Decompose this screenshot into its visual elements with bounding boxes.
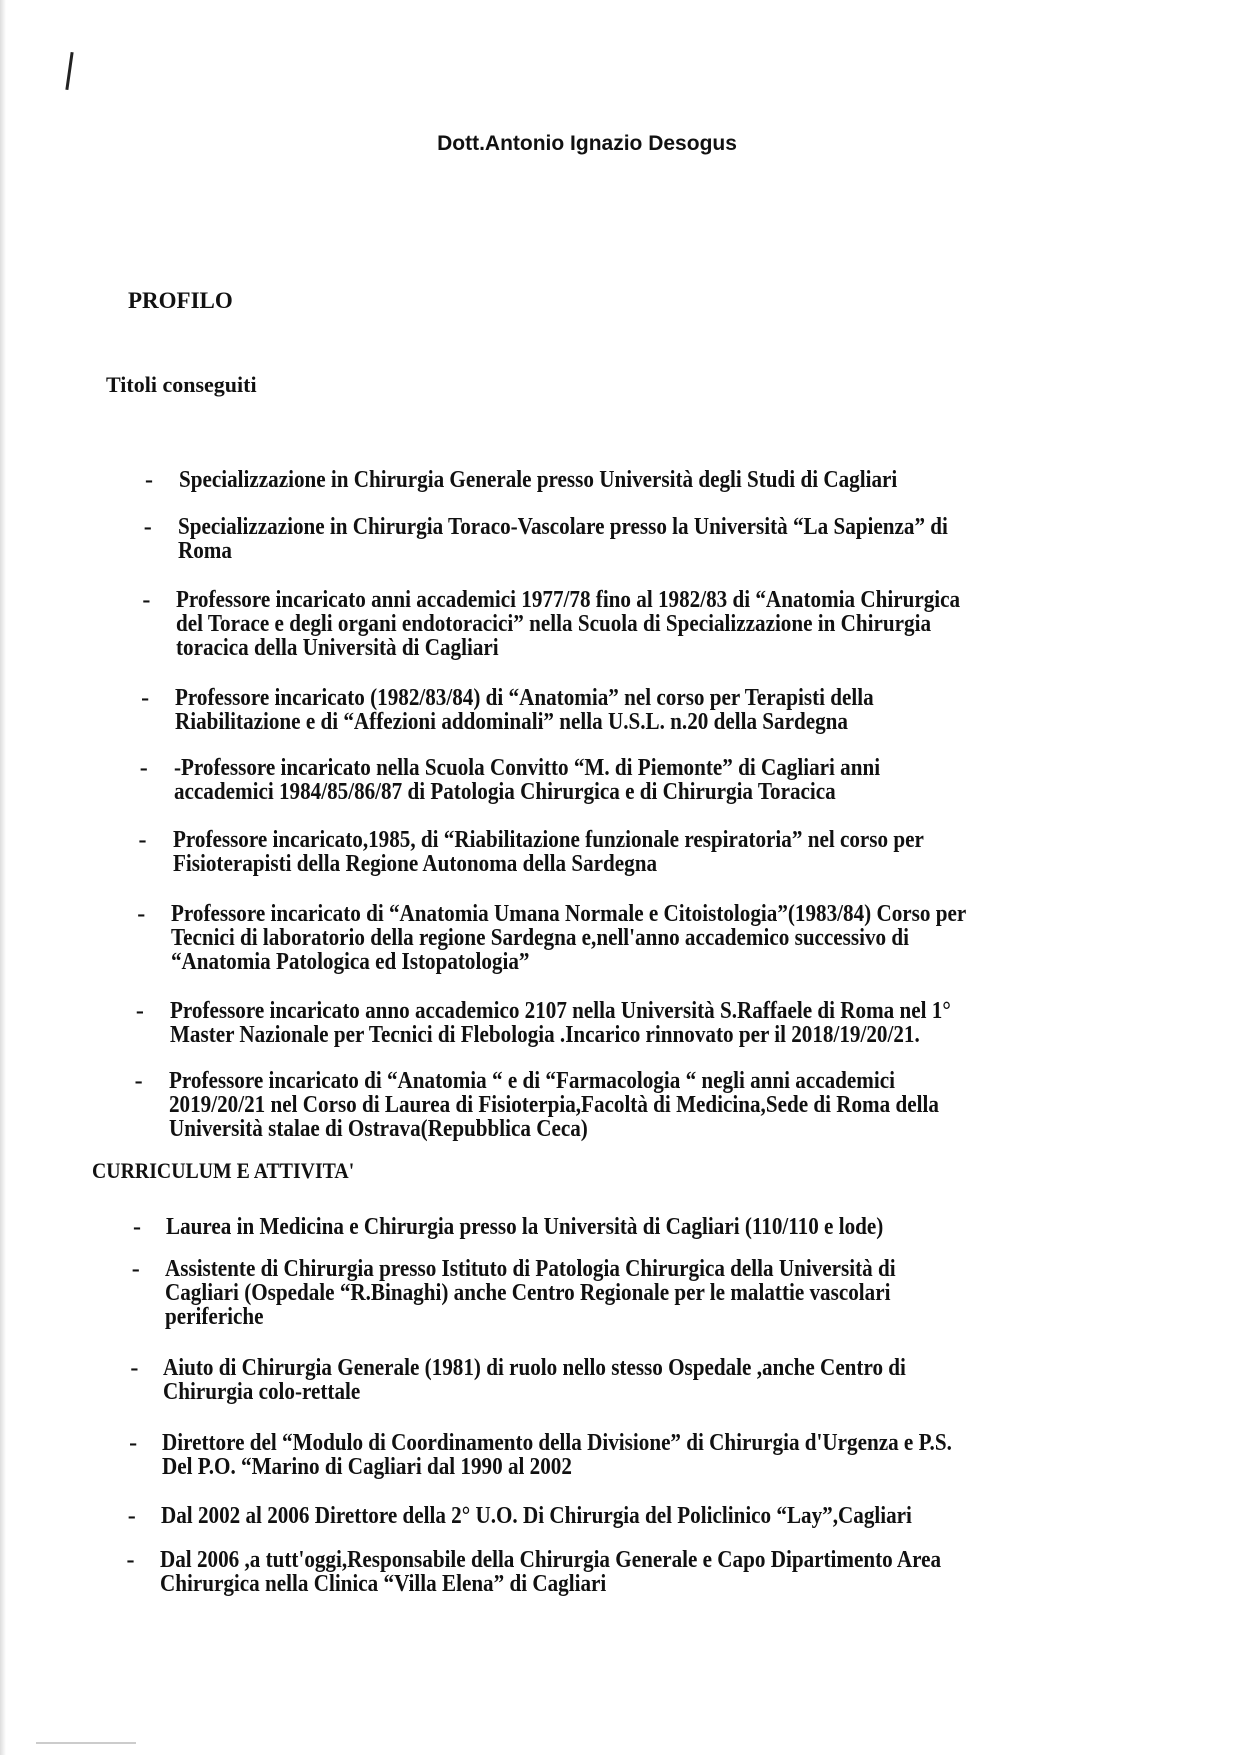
bullet-dash: - — [145, 467, 153, 493]
bullet-dash: - — [134, 1068, 143, 1094]
item-line: Chirurgica nella Clinica “Villa Elena” di Cagliari — [159, 1571, 606, 1597]
scan-artifact — [36, 1742, 136, 1744]
bullet-dash: - — [139, 755, 148, 781]
item-line: Direttore del “Modulo di Coordinamento della Divisione” di Chirurgia d'Urgenza e P.S. — [162, 1430, 952, 1456]
item-line: toracica della Università di Cagliari — [176, 635, 500, 661]
bullet-dash: - — [129, 1430, 138, 1456]
item-line: Professore incaricato anni accademici 1977/78 fino al 1982/83 di “Anatomia Chirurgica — [176, 587, 961, 613]
item-line: Tecnici di laboratorio della regione Sardegna e,nell'anno accademico successivo di — [171, 925, 910, 951]
bullet-dash: - — [126, 1547, 135, 1573]
item-line: Del P.O. “Marino di Cagliari dal 1990 al 2002 — [162, 1454, 572, 1480]
item-line: Cagliari (Ospedale “R.Binaghi) anche Centro Regionale per le malattie vascolari — [164, 1280, 891, 1306]
item-line: Dal 2002 al 2006 Direttore della 2° U.O. Di Chirurgia del Policlinico “Lay”,Cagliari — [160, 1503, 912, 1529]
item-line: periferiche — [164, 1304, 264, 1330]
bullet-dash: - — [130, 1355, 139, 1381]
item-line: Professore incaricato anno accademico 2107 nella Università S.Raffaele di Roma nel 1° — [169, 998, 951, 1024]
section-heading-curriculum: CURRICULUM E ATTIVITA' — [92, 1158, 355, 1183]
item-line: “Anatomia Patologica ed Istopatologia” — [171, 949, 530, 975]
item-line: Fisioterapisti della Regione Autonoma della Sardegna — [172, 851, 657, 877]
item-line: Dal 2006 ,a tutt'oggi,Responsabile della Chirurgia Generale e Capo Dipartimento Area — [159, 1547, 941, 1573]
item-line: -Professore incaricato nella Scuola Convitto “M. di Piemonte” di Cagliari anni — [173, 755, 880, 781]
item-line: Specializzazione in Chirurgia Toraco-Vascolare presso la Università “La Sapienza” di — [177, 514, 948, 540]
bullet-dash: - — [137, 901, 146, 927]
bullet-dash: - — [143, 514, 152, 540]
item-line: Professore incaricato,1985, di “Riabilitazione funzionale respiratoria” nel corso per — [172, 827, 924, 853]
document-title: Dott.Antonio Ignazio Desogus — [437, 132, 737, 155]
section-heading-profilo: PROFILO — [128, 288, 233, 313]
item-line: Master Nazionale per Tecnici di Flebologia .Incarico rinnovato per il 2018/19/20/21. — [169, 1022, 920, 1048]
item-line: Riabilitazione e di “Affezioni addominali” nella U.S.L. n.20 della Sardegna — [175, 709, 849, 735]
handwritten-mark — [65, 52, 73, 90]
bullet-dash: - — [127, 1503, 136, 1529]
scan-edge — [0, 0, 6, 1755]
item-line: 2019/20/21 nel Corso di Laurea di Fisioterpia,Facoltà di Medicina,Sede di Roma della — [168, 1092, 939, 1118]
bullet-dash: - — [131, 1256, 140, 1282]
item-line: Aiuto di Chirurgia Generale (1981) di ruolo nello stesso Ospedale ,anche Centro di — [163, 1355, 907, 1381]
item-line: Professore incaricato di “Anatomia “ e di “Farmacologia “ negli anni accademici — [168, 1068, 895, 1094]
item-line: Laurea in Medicina e Chirurgia presso la Università di Cagliari (110/110 e lode) — [166, 1214, 884, 1240]
item-line: del Torace e degli organi endotoracici” nella Scuola di Specializzazione in Chirurgia — [176, 611, 932, 637]
item-line: Assistente di Chirurgia presso Istituto di Patologia Chirurgica della Università di — [164, 1256, 896, 1282]
bullet-dash: - — [141, 685, 150, 711]
item-line: accademici 1984/85/86/87 di Patologia Chirurgica e di Chirurgia Toracica — [173, 779, 836, 805]
item-line: Chirurgia colo-rettale — [163, 1379, 361, 1405]
subheading-titoli: Titoli conseguiti — [106, 372, 257, 397]
item-line: Specializzazione in Chirurgia Generale presso Università degli Studi di Cagliari — [179, 467, 898, 493]
item-line: Professore incaricato (1982/83/84) di “Anatomia” nel corso per Terapisti della — [175, 685, 874, 711]
bullet-dash: - — [133, 1214, 141, 1240]
bullet-dash: - — [138, 827, 147, 853]
item-line: Università stalae di Ostrava(Repubblica Ceca) — [168, 1116, 588, 1142]
bullet-dash: - — [135, 998, 144, 1024]
item-line: Professore incaricato di “Anatomia Umana Normale e Citoistologia”(1983/84) Corso per — [171, 901, 967, 927]
item-line: Roma — [177, 538, 232, 564]
bullet-dash: - — [142, 587, 151, 613]
